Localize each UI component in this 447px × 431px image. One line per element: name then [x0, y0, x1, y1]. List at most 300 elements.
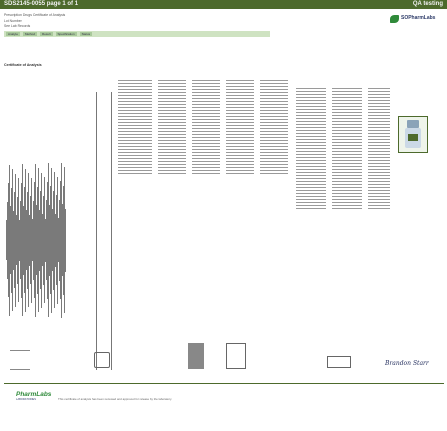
table-row-line [296, 169, 326, 170]
meta-line-2: Lot Number [4, 19, 22, 23]
table-row-line [260, 128, 288, 129]
table-row-line [118, 167, 152, 168]
footer-logo [16, 391, 51, 401]
table-row-line [368, 175, 390, 176]
results-table-header [4, 31, 270, 37]
table-row-line [192, 125, 220, 126]
table-row-line [118, 155, 152, 156]
table-row-line [260, 167, 288, 168]
table-row-line [192, 92, 220, 93]
table-row-line [260, 125, 288, 126]
table-row-line [296, 178, 326, 179]
table-row-line [192, 158, 220, 159]
bottle-label-icon [408, 134, 418, 141]
table-row-line [260, 80, 288, 81]
table-row-line [118, 161, 152, 162]
table-row-line [158, 104, 186, 105]
table-row-line [368, 112, 390, 113]
table-row-line [226, 173, 254, 174]
table-row-line [226, 113, 254, 114]
table-row-line [158, 161, 186, 162]
table-row-line [368, 106, 390, 107]
table-row-line [226, 164, 254, 165]
document-header-bar [0, 0, 447, 9]
table-row-line [368, 94, 390, 95]
table-row-line [368, 172, 390, 173]
table-row-line [260, 83, 288, 84]
table-row-line [226, 158, 254, 159]
table-row-line [118, 134, 152, 135]
table-row-line [158, 140, 186, 141]
table-row-line [332, 112, 362, 113]
table-row-line [192, 140, 220, 141]
table-row-line [226, 89, 254, 90]
table-row-line [158, 95, 186, 96]
table-row-line [192, 152, 220, 153]
table-row-line [368, 127, 390, 128]
table-row-line [192, 173, 220, 174]
table-row-line [158, 164, 186, 165]
table-row-line [260, 92, 288, 93]
table-row-line [226, 125, 254, 126]
table-row-line [192, 170, 220, 171]
table-row-line [332, 205, 362, 206]
table-row-line [296, 208, 326, 209]
table-row-line [260, 170, 288, 171]
table-row-line [192, 107, 220, 108]
table-row-line [296, 115, 326, 116]
table-row-line [260, 107, 288, 108]
table-row-line [368, 184, 390, 185]
table-row-line [158, 107, 186, 108]
table-row-line [158, 80, 186, 81]
table-row-line [368, 187, 390, 188]
table-row-line [192, 161, 220, 162]
table-row-line [158, 122, 186, 123]
table-row-line [118, 80, 152, 81]
table-row-line [226, 152, 254, 153]
table-row-line [118, 131, 152, 132]
table-row-line [158, 113, 186, 114]
table-row-line [118, 104, 152, 105]
table-row-line [260, 158, 288, 159]
table-row-line [368, 139, 390, 140]
table-row-line [296, 94, 326, 95]
table-row-line [158, 155, 186, 156]
table-row-line [260, 113, 288, 114]
table-row-line [118, 83, 152, 84]
table-row-line [118, 113, 152, 114]
table-row-line [260, 95, 288, 96]
table-row-line [158, 119, 186, 120]
table-row-line [296, 190, 326, 191]
table-row-line [260, 89, 288, 90]
table-row-line [296, 118, 326, 119]
table-row-line [368, 148, 390, 149]
table-row-line [296, 103, 326, 104]
table-row-line [332, 199, 362, 200]
table-row-line [296, 139, 326, 140]
table-row-line [368, 178, 390, 179]
table-row-line [296, 136, 326, 137]
table-row-line [332, 178, 362, 179]
table-row-line [158, 101, 186, 102]
table-row-line [260, 116, 288, 117]
table-row-line [260, 110, 288, 111]
stamp-icon [94, 352, 110, 368]
table-row-line [158, 170, 186, 171]
table-row-line [368, 196, 390, 197]
info-box [327, 356, 351, 368]
table-row-line [296, 157, 326, 158]
table-row-line [118, 146, 152, 147]
table-row-line [332, 175, 362, 176]
table-row-line [226, 143, 254, 144]
table-row-line [368, 97, 390, 98]
table-row-line [368, 88, 390, 89]
table-row-line [332, 118, 362, 119]
table-row-line [368, 199, 390, 200]
table-row-line [368, 91, 390, 92]
table-row-line [118, 128, 152, 129]
product-image [398, 116, 428, 153]
info-box [226, 343, 246, 369]
table-row-line [118, 149, 152, 150]
table-row-line [368, 193, 390, 194]
table-row-line [368, 205, 390, 206]
table-row-line [332, 115, 362, 116]
table-row-line [332, 97, 362, 98]
table-row-line [332, 124, 362, 125]
footer-logo-text: PharmLabs [16, 391, 52, 398]
table-row-line [118, 101, 152, 102]
table-row-line [118, 170, 152, 171]
table-row-line [260, 137, 288, 138]
table-row-line [260, 104, 288, 105]
table-row-line [332, 109, 362, 110]
table-row-line [296, 160, 326, 161]
table-row-line [332, 190, 362, 191]
table-row-line [226, 161, 254, 162]
table-row-line [192, 167, 220, 168]
table-row-line [368, 124, 390, 125]
table-row-line [226, 137, 254, 138]
table-row-line [296, 148, 326, 149]
table-row-line [192, 104, 220, 105]
table-row-line [332, 136, 362, 137]
footer-divider [4, 383, 444, 384]
info-box [10, 350, 30, 370]
meta-line-1: Prescription Drugs Certificate of Analysis [4, 13, 66, 17]
table-row-line [226, 98, 254, 99]
column-divider [111, 92, 112, 370]
table-row-line [158, 131, 186, 132]
table-row-line [226, 86, 254, 87]
table-row-line [260, 152, 288, 153]
table-row-line [192, 149, 220, 150]
table-row-line [332, 100, 362, 101]
table-row-line [158, 92, 186, 93]
table-row-line [368, 121, 390, 122]
table-row-line [118, 110, 152, 111]
brand-logo [390, 14, 442, 24]
table-row-line [260, 164, 288, 165]
table-row-line [332, 142, 362, 143]
table-row-line [192, 101, 220, 102]
table-row-line [226, 146, 254, 147]
header-right-text: QA testing [412, 1, 443, 7]
table-row-line [296, 202, 326, 203]
table-row-line [192, 83, 220, 84]
table-row-line [158, 167, 186, 168]
table-row-line [296, 142, 326, 143]
table-row-line [296, 109, 326, 110]
table-row-line [158, 128, 186, 129]
table-row-line [118, 95, 152, 96]
table-row-line [192, 86, 220, 87]
table-row-line [158, 83, 186, 84]
table-row-line [226, 122, 254, 123]
table-row-line [260, 143, 288, 144]
table-row-line [118, 152, 152, 153]
table-row-line [158, 146, 186, 147]
table-row-line [260, 119, 288, 120]
table-row-line [260, 131, 288, 132]
table-row-line [192, 110, 220, 111]
table-row-line [260, 161, 288, 162]
table-row-line [296, 145, 326, 146]
table-row-line [158, 158, 186, 159]
table-row-line [296, 100, 326, 101]
table-row-line [332, 169, 362, 170]
table-row-line [192, 143, 220, 144]
table-row-line [332, 196, 362, 197]
table-row-line [332, 88, 362, 89]
table-row-line [260, 146, 288, 147]
table-row-line [332, 151, 362, 152]
table-row-line [158, 143, 186, 144]
table-row-line [260, 134, 288, 135]
table-row-line [192, 116, 220, 117]
table-row-line [296, 154, 326, 155]
table-row-line [118, 107, 152, 108]
table-row-line [332, 166, 362, 167]
table-row-line [368, 181, 390, 182]
table-row-line [368, 169, 390, 170]
table-row-line [226, 83, 254, 84]
table-row-line [296, 112, 326, 113]
table-row-line [332, 160, 362, 161]
table-row-line [158, 152, 186, 153]
table-row-line [192, 95, 220, 96]
table-row-line [332, 148, 362, 149]
table-row-line [332, 91, 362, 92]
table-row-line [296, 151, 326, 152]
table-row-line [332, 208, 362, 209]
table-row-line [332, 154, 362, 155]
table-row-line [260, 98, 288, 99]
table-row-line [332, 181, 362, 182]
table-row-line [118, 137, 152, 138]
table-row-line [260, 86, 288, 87]
table-row-line [118, 92, 152, 93]
table-row-line [226, 95, 254, 96]
table-row-line [368, 163, 390, 164]
table-row-line [368, 142, 390, 143]
table-row-line [368, 202, 390, 203]
table-row-line [118, 86, 152, 87]
table-row-line [158, 173, 186, 174]
table-row-line [192, 134, 220, 135]
table-row-line [226, 104, 254, 105]
table-header-cell: Method [25, 32, 36, 36]
table-row-line [118, 173, 152, 174]
table-row-line [226, 170, 254, 171]
table-row-line [226, 140, 254, 141]
table-row-line [368, 100, 390, 101]
table-row-line [158, 110, 186, 111]
table-row-line [296, 175, 326, 176]
table-row-line [226, 116, 254, 117]
table-row-line [296, 187, 326, 188]
table-row-line [226, 101, 254, 102]
table-row-line [226, 155, 254, 156]
footer-logo-sub: LABORATORIES [16, 398, 36, 401]
table-row-line [260, 140, 288, 141]
table-row-line [296, 166, 326, 167]
table-row-line [332, 193, 362, 194]
table-row-line [118, 158, 152, 159]
leaf-icon [390, 15, 399, 23]
table-row-line [192, 164, 220, 165]
table-row-line [118, 116, 152, 117]
table-row-line [158, 89, 186, 90]
table-row-line [226, 167, 254, 168]
table-row-line [368, 208, 390, 209]
table-row-line [192, 155, 220, 156]
table-row-line [296, 172, 326, 173]
table-row-line [226, 149, 254, 150]
table-row-line [368, 130, 390, 131]
table-row-line [158, 137, 186, 138]
table-row-line [296, 193, 326, 194]
table-header-cell: Analyte [8, 32, 19, 36]
table-row-line [332, 163, 362, 164]
table-header-cell: Specification [57, 32, 75, 36]
table-row-line [296, 199, 326, 200]
table-row-line [118, 122, 152, 123]
table-row-line [368, 133, 390, 134]
table-row-line [226, 131, 254, 132]
table-row-line [260, 149, 288, 150]
table-header-cell: Status [81, 32, 91, 36]
table-row-line [368, 118, 390, 119]
table-row-line [192, 119, 220, 120]
table-row-line [332, 130, 362, 131]
table-row-line [332, 139, 362, 140]
table-row-line [332, 187, 362, 188]
table-row-line [296, 106, 326, 107]
table-row-line [368, 166, 390, 167]
table-row-line [332, 121, 362, 122]
brand-name: SOPharmLabs [401, 15, 436, 21]
table-row-line [296, 196, 326, 197]
table-row-line [296, 97, 326, 98]
table-row-line [158, 149, 186, 150]
table-row-line [118, 119, 152, 120]
footer-text: This certificate of analysis has been reviewed and approved for release by the laboratory. [58, 397, 173, 401]
table-row-line [226, 134, 254, 135]
table-row-line [296, 205, 326, 206]
table-row-line [296, 181, 326, 182]
table-row-line [260, 101, 288, 102]
table-row-line [226, 107, 254, 108]
table-row-line [226, 128, 254, 129]
table-row-line [192, 98, 220, 99]
table-row-line [368, 115, 390, 116]
table-row-line [158, 98, 186, 99]
table-row-line [368, 136, 390, 137]
table-row-line [296, 91, 326, 92]
header-left-text: SDS2145-0055 page 1 of 1 [4, 1, 79, 7]
table-row-line [368, 154, 390, 155]
table-row-line [192, 80, 220, 81]
table-row-line [368, 151, 390, 152]
qr-code-icon [188, 343, 204, 369]
table-row-line [332, 157, 362, 158]
table-row-line [226, 119, 254, 120]
table-header-cell: Result [42, 32, 51, 36]
table-row-line [296, 163, 326, 164]
table-row-line [118, 125, 152, 126]
table-row-line [158, 86, 186, 87]
table-row-line [118, 98, 152, 99]
table-row-line [296, 88, 326, 89]
table-row-line [192, 131, 220, 132]
table-row-line [296, 121, 326, 122]
table-row-line [118, 140, 152, 141]
table-row-line [368, 103, 390, 104]
table-row-line [192, 122, 220, 123]
table-row-line [332, 133, 362, 134]
table-row-line [296, 127, 326, 128]
table-row-line [192, 128, 220, 129]
table-row-line [226, 80, 254, 81]
table-row-line [158, 134, 186, 135]
table-row-line [192, 89, 220, 90]
table-row-line [118, 143, 152, 144]
table-row-line [118, 164, 152, 165]
meta-line-3: See Lab Records [4, 24, 31, 28]
table-row-line [332, 172, 362, 173]
table-row-line [332, 202, 362, 203]
table-row-line [296, 133, 326, 134]
table-row-line [332, 103, 362, 104]
table-row-line [226, 92, 254, 93]
table-row-line [332, 106, 362, 107]
table-row-line [260, 173, 288, 174]
table-row-line [332, 184, 362, 185]
table-row-line [368, 190, 390, 191]
table-row-line [118, 89, 152, 90]
table-row-line [158, 125, 186, 126]
table-row-line [332, 127, 362, 128]
signature: Brandon Starr [385, 360, 429, 367]
table-row-line [260, 122, 288, 123]
table-row-line [332, 145, 362, 146]
chart-trace-line [65, 209, 66, 272]
table-row-line [368, 157, 390, 158]
